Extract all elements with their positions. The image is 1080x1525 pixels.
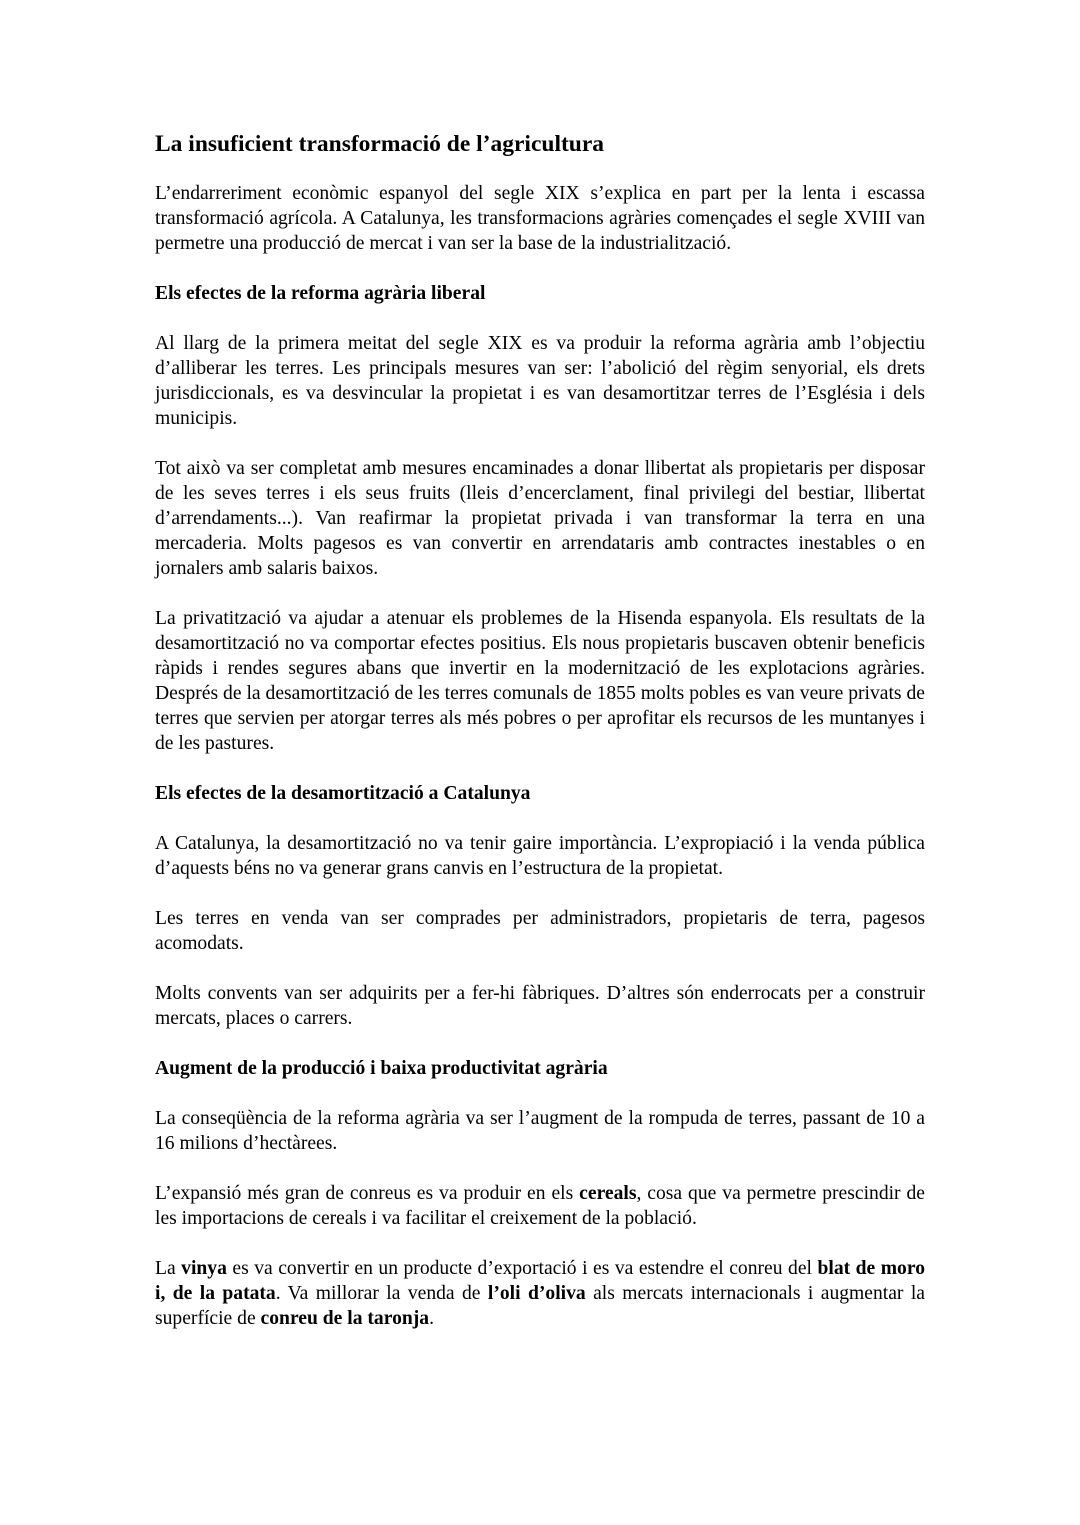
text-span: .	[429, 1308, 434, 1329]
section-heading-catalunya: Els efectes de la desamortització a Catalunya	[155, 783, 531, 804]
section-heading-produccio: Augment de la producció i baixa productivitat agrària	[155, 1058, 608, 1079]
paragraph-reforma-3: La privatització va ajudar a atenuar els problemes de la Hisenda espanyola. Els resultats de la desamortització no va comportar efectes positius. Els nous propietaris buscaven obtenir beneficis ràpids i rendes segures abans que invertir en la modernització de les explotacions agràries. Després de la desamortització de les terres comunals de 1855 molts pobles es van veure privats de terres que servien per atorgar terres als més pobres o per aprofitar els recursos de les muntanyes i de les pastures.	[155, 608, 925, 754]
intro-paragraph: L’endarreriment econòmic espanyol del segle XIX s’explica en part per la lenta i escassa transformació agrícola. A Catalunya, les transformacions agràries començades el segle XVIII van permetre una producció de mercat i van ser la base de la industrialització.	[155, 183, 925, 254]
text-span: als mercats internacionals i augmentar la superfície de	[155, 1283, 925, 1329]
text-span: , cosa que va permetre prescindir de les importacions de cereals i va facilitar el creixement de la població.	[155, 1183, 925, 1229]
paragraph-catalunya-1: A Catalunya, la desamortització no va tenir gaire importància. L’expropiació i la venda pública d’aquests béns no va generar grans canvis en l’estructura de la propietat.	[155, 833, 925, 879]
paragraph-produccio-3	[155, 1256, 925, 1331]
bold-term-oli: l’oli d’oliva	[487, 1283, 586, 1304]
paragraph-produccio-1: La conseqüència de la reforma agrària va ser l’augment de la rompuda de terres, passant de 10 a 16 milions d’hectàrees.	[155, 1108, 925, 1154]
bold-term-cereals: cereals	[579, 1183, 637, 1204]
section-heading-reforma: Els efectes de la reforma agrària liberal	[155, 283, 486, 304]
text-span: . Va millorar la venda de	[275, 1283, 488, 1304]
bold-term-taronja: conreu de la taronja	[260, 1308, 430, 1329]
text-span: es va convertir en un producte d’exportació i es va estendre el conreu del	[226, 1258, 818, 1279]
paragraph-produccio-2	[155, 1181, 925, 1231]
page-title: La insuficient transformació de l’agricultura	[155, 131, 605, 157]
bold-term-vinya: vinya	[181, 1258, 227, 1279]
text-span: La	[155, 1258, 182, 1279]
bold-term-blat-patata: blat de moro i, de la patata	[155, 1258, 925, 1304]
paragraph-catalunya-3: Molts convents van ser adquirits per a fer-hi fàbriques. D’altres són enderrocats per a construir mercats, places o carrers.	[155, 983, 925, 1029]
paragraph-reforma-2: Tot això va ser completat amb mesures encaminades a donar llibertat als propietaris per disposar de les seves terres i els seus fruits (lleis d’encerclament, final privilegi del bestiar, llibertat d’arrendaments...). Van reafirmar la propietat privada i van transformar la terra en una mercaderia. Molts pagesos es van convertir en arrendataris amb contractes inestables o en jornalers amb salaris baixos.	[155, 458, 925, 579]
text-span: L’expansió més gran de conreus es va produir en els	[155, 1183, 580, 1204]
paragraph-catalunya-2: Les terres en venda van ser comprades per administradors, propietaris de terra, pagesos acomodats.	[155, 908, 925, 954]
paragraph-reforma-1: Al llarg de la primera meitat del segle XIX es va produir la reforma agrària amb l’objectiu d’alliberar les terres. Les principals mesures van ser: l’abolició del règim senyorial, els drets jurisdiccionals, es va desvincular la propietat i es van desamortitzar terres de l’Església i dels municipis.	[155, 333, 925, 429]
document-page	[155, 128, 925, 1331]
